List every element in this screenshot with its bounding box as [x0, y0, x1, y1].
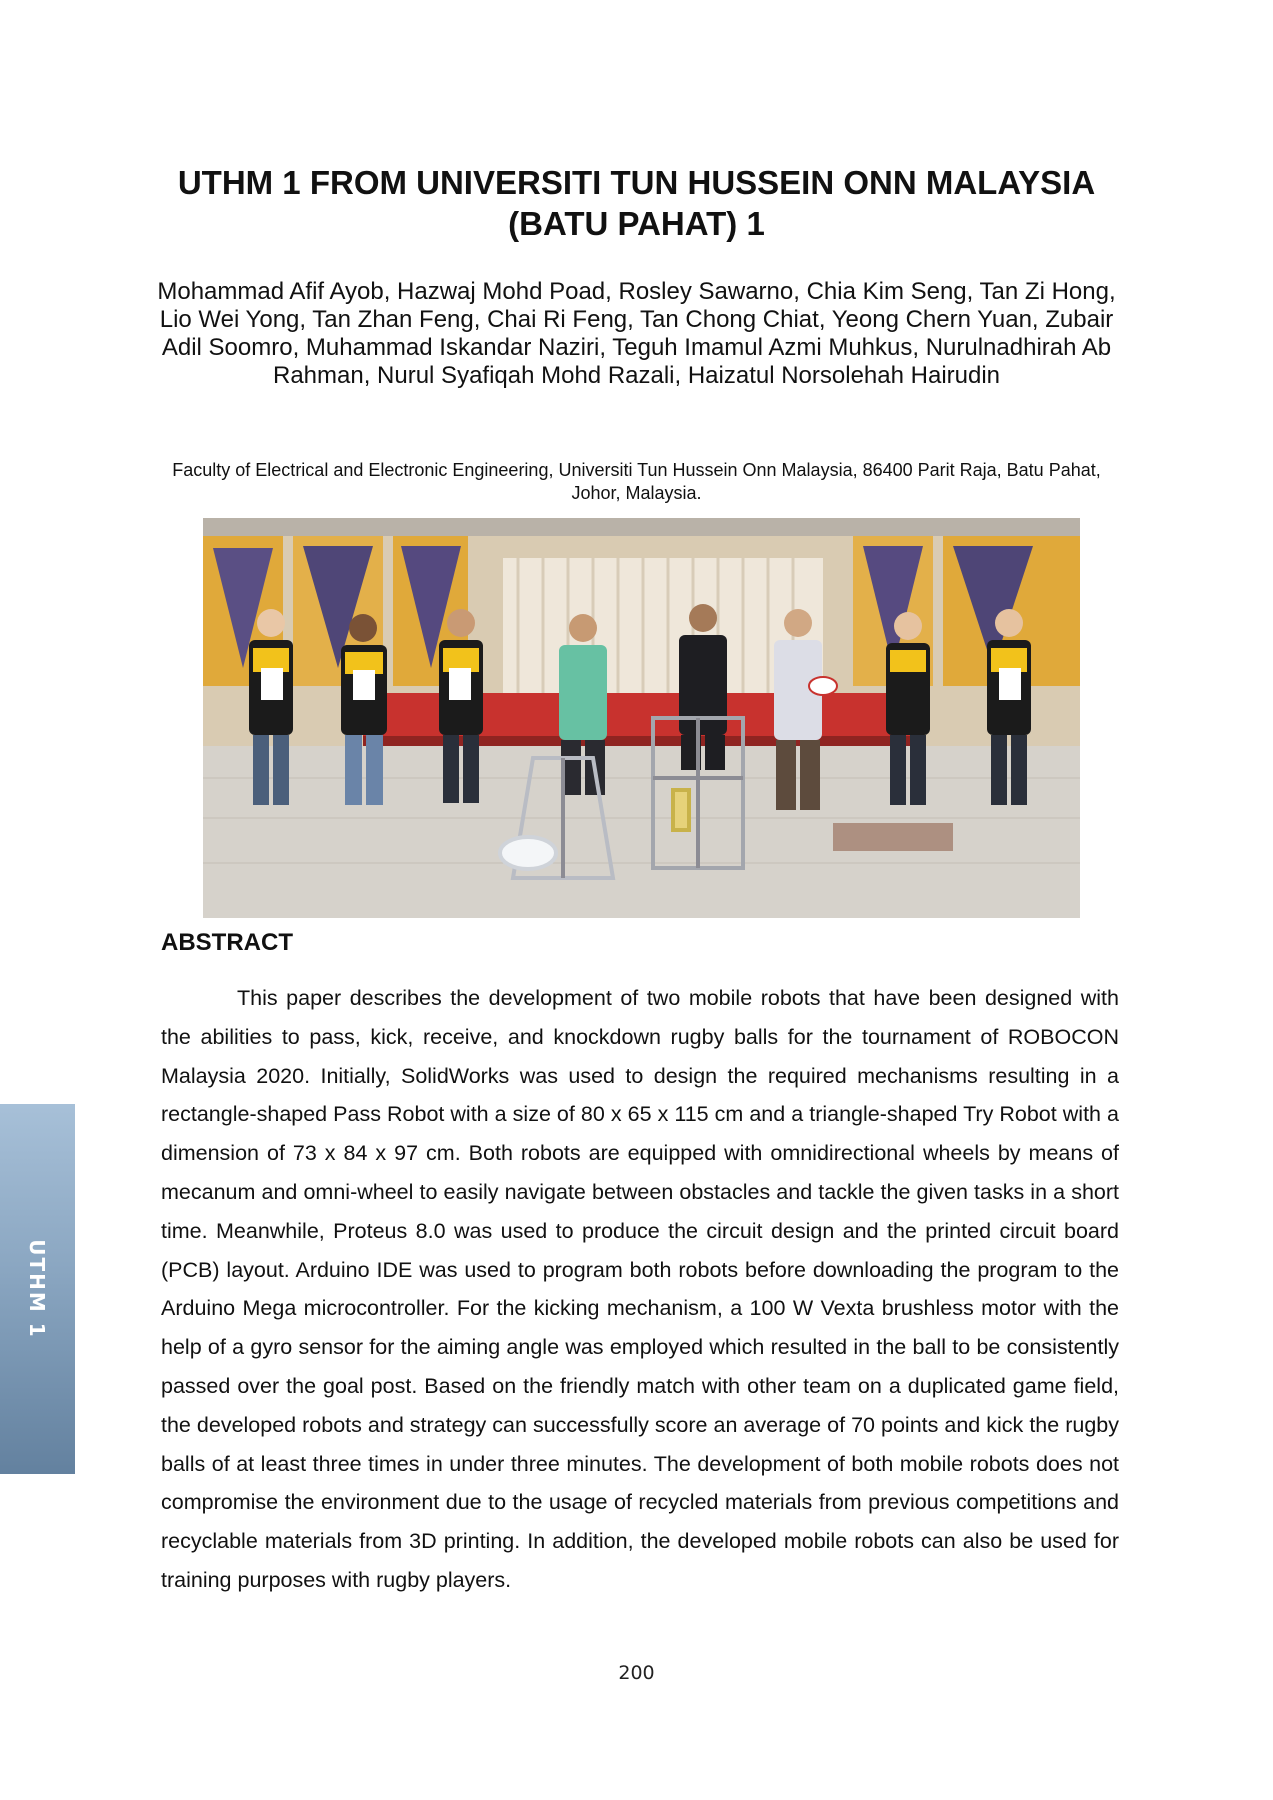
page-number: 200 — [618, 1662, 655, 1684]
side-tab-label: UTHM 1 — [25, 1239, 49, 1339]
paper-title: UTHM 1 FROM UNIVERSITI TUN HUSSEIN ONN MALAYSIA (BATU PAHAT) 1 — [177, 164, 1096, 242]
abstract-heading: ABSTRACT — [161, 929, 293, 956]
affiliation: Faculty of Electrical and Electronic Engineering, Universiti Tun Hussein Onn Malaysia, 86400 Parit Raja, Batu Pahat, Johor, Malaysia. — [172, 460, 1101, 503]
abstract-body: This paper describes the development of two mobile robots that have been designed with the abilities to pass, kick, receive, and knockdown rugby balls for the tournament of ROBOCON Malaysia 2020. Initially, SolidWorks was used to design the required mechanisms resulting in a rectangle-shaped Pass Robot with a size of 80 x 65 x 115 cm and a triangle-shaped Try Robot with a dimension of 73 x 84 x 97 cm. Both robots are equipped with omnidirectional wheels by means of mecanum and omni-wheel to easily navigate between obstacles and tackle the given tasks in a short time. Meanwhile, Proteus 8.0 was used to produce the circuit design and the printed circuit board (PCB) layout. Arduino IDE was used to program both robots before downloading the program to the Arduino Mega microcontroller. For the kicking mechanism, a 100 W Vexta brushless motor with the help of a gyro sensor for the aiming angle was employed which resulted in the ball to be consistently passed over the goal post. Based on the friendly match with other team on a duplicated game field, the developed robots and strategy can successfully score an average of 70 points and kick the rugby balls of at least three times in under three minutes. The development of both mobile robots does not compromise the environment due to the usage of recycled materials from previous competitions and recyclable materials from 3D printing. In addition, the developed mobile robots can also be used for training purposes with rugby players. — [161, 986, 1119, 1592]
author-list: Mohammad Afif Ayob, Hazwaj Mohd Poad, Rosley Sawarno, Chia Kim Seng, Tan Zi Hong, Lio Wei Yong, Tan Zhan Feng, Chai Ri Feng, Tan Chong Chiat, Yeong Chern Yuan, Zubair Adil Soomro, Muhammad Iskandar Naziri, Teguh Imamul Azmi Muhkus, Nurulnadhirah Ab Rahman, Nurul Syafiqah Mohd Razali, Haizatul Norsolehah Hairudin — [157, 278, 1116, 389]
side-tab — [0, 1104, 75, 1474]
team-photo — [203, 518, 1080, 918]
